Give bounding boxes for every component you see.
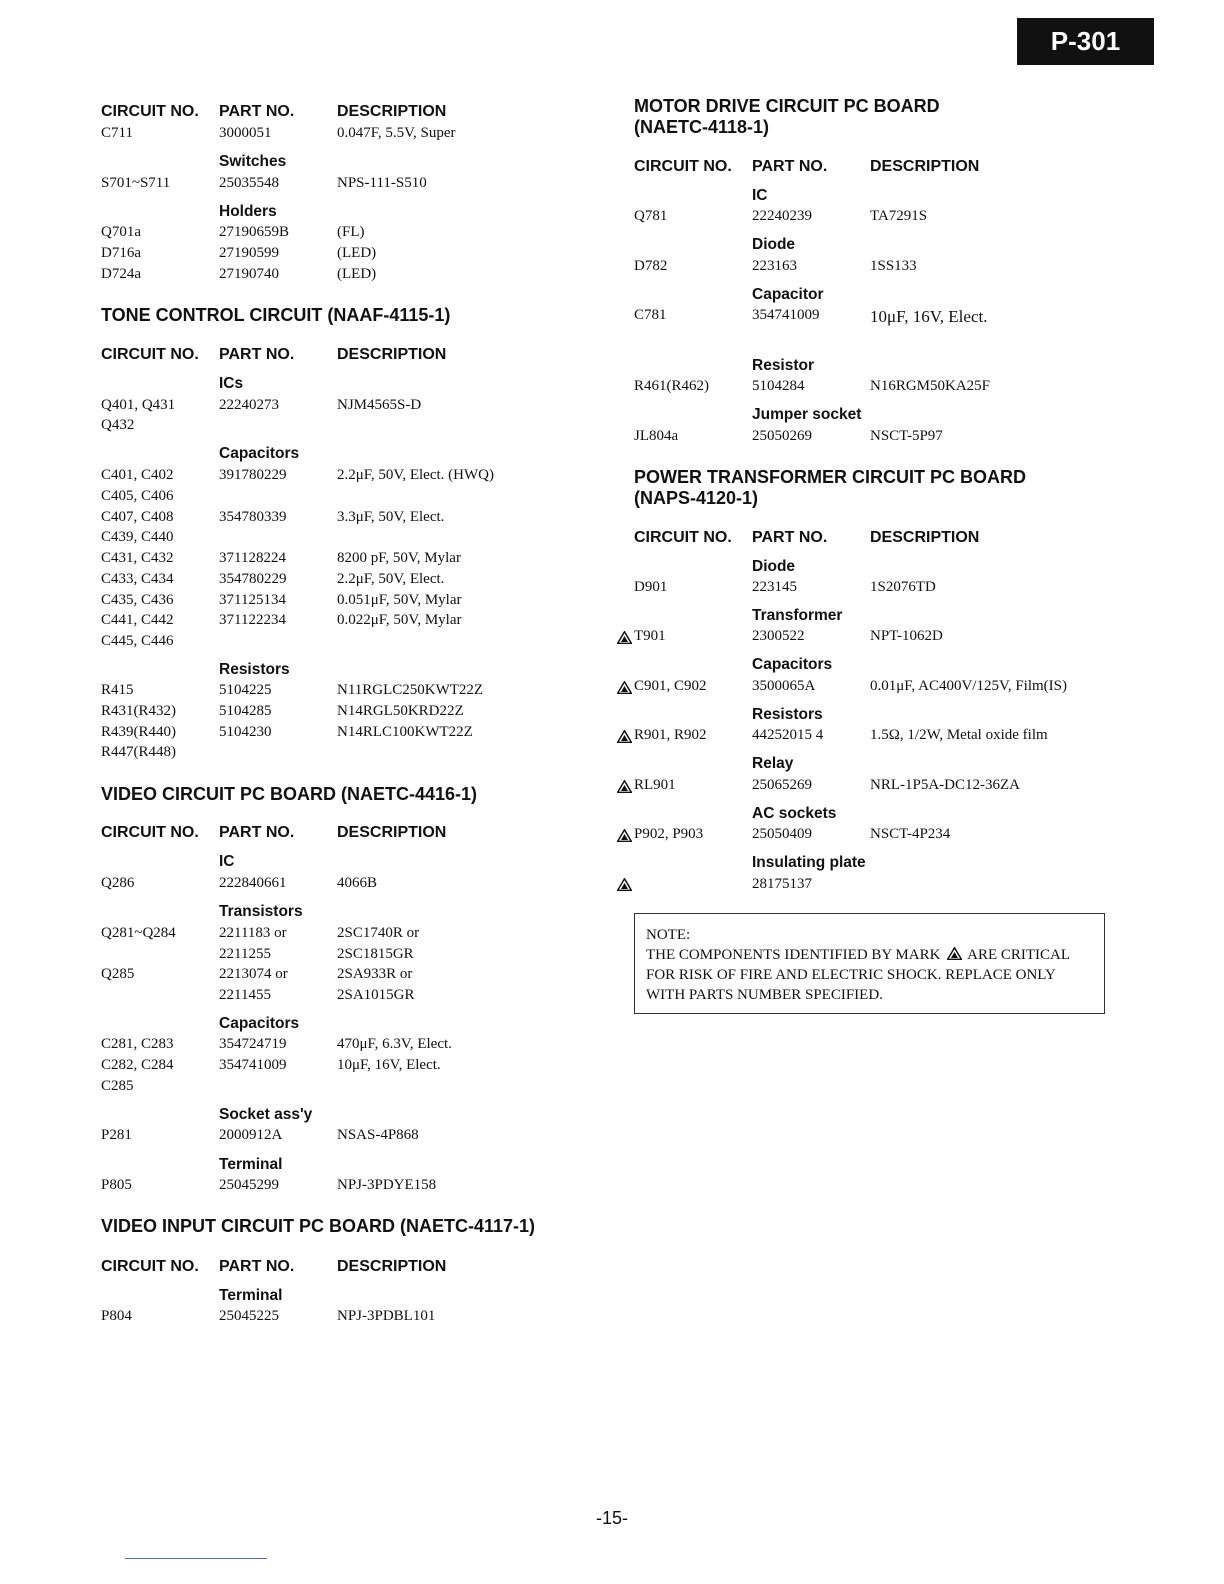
col-header-circuit: CIRCUIT NO.: [101, 1258, 199, 1275]
description: 2SC1815GR: [337, 946, 414, 962]
col-header-circuit: CIRCUIT NO.: [634, 529, 732, 546]
page-tag: P-301: [1017, 18, 1154, 65]
part-no: 354741009: [752, 307, 820, 323]
section-title: TONE CONTROL CIRCUIT (NAAF-4115-1): [101, 305, 451, 325]
part-no: 3000051: [219, 125, 272, 141]
description: NPT-1062D: [870, 628, 943, 644]
subheading: Capacitors: [219, 445, 300, 462]
circuit-no: T901: [634, 628, 666, 644]
subheading: Relay: [752, 755, 794, 772]
circuit-no: Q781: [634, 208, 668, 224]
subheading: IC: [752, 187, 768, 204]
description: TA7291S: [870, 208, 928, 224]
page-number: -15-: [595, 1508, 628, 1528]
part-no: 354780339: [219, 509, 287, 525]
description: N11RGLC250KWT22Z: [337, 682, 484, 698]
part-no: 371125134: [219, 592, 286, 608]
circuit-no: P902, P903: [634, 826, 704, 842]
subheading: Capacitors: [219, 1015, 300, 1032]
part-no: 22240239: [752, 208, 812, 224]
circuit-no: C401, C402: [101, 467, 174, 483]
col-header-circuit: CIRCUIT NO.: [101, 346, 199, 363]
part-no: 27190659B: [219, 224, 290, 240]
section-subtitle: (NAETC-4118-1): [634, 117, 770, 137]
subheading: Socket ass'y: [219, 1106, 313, 1123]
part-no: 27190599: [219, 245, 279, 261]
subheading: IC: [219, 853, 235, 870]
subheading: Jumper socket: [752, 406, 862, 423]
part-no: 354741009: [219, 1057, 287, 1073]
description: 10μF, 16V, Elect.: [870, 307, 988, 326]
part-no: 25035548: [219, 175, 279, 191]
section-title: MOTOR DRIVE CIRCUIT PC BOARD: [634, 96, 940, 116]
section-title: POWER TRANSFORMER CIRCUIT PC BOARD: [634, 467, 1026, 487]
description: NRL-1P5A-DC12-36ZA: [870, 777, 1020, 793]
circuit-no: JL804a: [634, 428, 679, 444]
description: NJM4565S-D: [337, 397, 422, 413]
description: NPJ-3PDYE158: [337, 1177, 437, 1193]
warning-triangle-icon: [617, 681, 632, 694]
subheading: AC sockets: [752, 805, 837, 822]
circuit-no: P281: [101, 1127, 132, 1143]
circuit-no: C901, C902: [634, 678, 707, 694]
circuit-no: Q401, Q431: [101, 397, 176, 413]
circuit-no: C405, C406: [101, 488, 174, 504]
part-no: 5104284: [752, 378, 805, 394]
description: 2SA933R or: [337, 966, 413, 982]
circuit-no: C435, C436: [101, 592, 174, 608]
subheading: Terminal: [219, 1156, 283, 1173]
part-no: 25050409: [752, 826, 812, 842]
footer-rule: [125, 1558, 267, 1559]
circuit-no: R461(R462): [634, 378, 709, 394]
col-header-desc: DESCRIPTION: [337, 346, 447, 363]
description: 10μF, 16V, Elect.: [337, 1057, 441, 1073]
part-no: 391780229: [219, 467, 287, 483]
subheading: ICs: [219, 375, 244, 392]
part-no: 222840661: [219, 875, 287, 891]
note-line-1a: THE COMPONENTS IDENTIFIED BY MARK: [646, 947, 941, 963]
subheading: Diode: [752, 558, 796, 575]
description: 2SA1015GR: [337, 987, 415, 1003]
description: (FL): [337, 224, 365, 240]
section-title: VIDEO CIRCUIT PC BOARD (NAETC-4416-1): [101, 784, 478, 804]
col-header-part: PART NO.: [752, 529, 828, 546]
col-header-part: PART NO.: [219, 103, 295, 120]
circuit-no: R439(R440): [101, 724, 176, 740]
col-header-circuit: CIRCUIT NO.: [634, 158, 732, 175]
part-no: 354780229: [219, 571, 287, 587]
description: NPS-111-S510: [337, 175, 427, 191]
col-header-desc: DESCRIPTION: [337, 1258, 447, 1275]
description: NSCT-5P97: [870, 428, 943, 444]
subheading: Diode: [752, 236, 796, 253]
description: 4066B: [337, 875, 378, 891]
subheading: Resistors: [752, 706, 823, 723]
description: 0.047F, 5.5V, Super: [337, 125, 456, 141]
circuit-no: C439, C440: [101, 529, 174, 545]
note-box: [634, 913, 1105, 1014]
col-header-part: PART NO.: [752, 158, 828, 175]
circuit-no: D901: [634, 579, 668, 595]
circuit-no: Q701a: [101, 224, 141, 240]
warning-triangle-icon: [947, 947, 962, 960]
part-no: 3500065A: [752, 678, 816, 694]
subheading: Transformer: [752, 607, 843, 624]
part-no: 25065269: [752, 777, 812, 793]
circuit-no: RL901: [634, 777, 676, 793]
circuit-no: C445, C446: [101, 633, 174, 649]
part-no: 223163: [752, 258, 797, 274]
circuit-no: Q281~Q284: [101, 925, 176, 941]
col-header-desc: DESCRIPTION: [337, 824, 447, 841]
circuit-no: D716a: [101, 245, 141, 261]
subheading: Capacitors: [752, 656, 833, 673]
section-subtitle: (NAPS-4120-1): [634, 488, 759, 508]
part-no: 25045299: [219, 1177, 279, 1193]
circuit-no: P805: [101, 1177, 132, 1193]
circuit-no: C781: [634, 307, 667, 323]
warning-triangle-icon: [617, 878, 632, 891]
description: NPJ-3PDBL101: [337, 1308, 436, 1324]
part-no: 2211455: [219, 987, 271, 1003]
circuit-no: R415: [101, 682, 134, 698]
warning-triangle-icon: [617, 730, 632, 743]
circuit-no: C282, C284: [101, 1057, 174, 1073]
warning-triangle-icon: [617, 829, 632, 842]
note-line-1: [646, 947, 1070, 964]
part-no: 27190740: [219, 266, 279, 282]
part-no: 44252015 4: [752, 727, 824, 743]
part-no: 2213074 or: [219, 966, 288, 982]
col-header-circuit: CIRCUIT NO.: [101, 824, 199, 841]
circuit-no: C433, C434: [101, 571, 174, 587]
description: 1S2076TD: [870, 579, 936, 595]
part-no: 2300522: [752, 628, 805, 644]
note-line-2: FOR RISK OF FIRE AND ELECTRIC SHOCK. REPLACE ONLY: [646, 967, 1056, 983]
part-no: 22240273: [219, 397, 279, 413]
circuit-no: C407, C408: [101, 509, 174, 525]
circuit-no: C441, C442: [101, 612, 174, 628]
circuit-no: Q432: [101, 417, 135, 433]
part-no: 2000912A: [219, 1127, 283, 1143]
part-no: 25045225: [219, 1308, 279, 1324]
part-no: 28175137: [752, 876, 812, 892]
description: 0.022μF, 50V, Mylar: [337, 612, 462, 628]
part-no: 354724719: [219, 1036, 287, 1052]
part-no: 5104225: [219, 682, 272, 698]
part-no: 5104285: [219, 703, 272, 719]
description: N16RGM50KA25F: [870, 378, 991, 394]
part-no: 371122234: [219, 612, 286, 628]
description: 2SC1740R or: [337, 925, 420, 941]
part-no: 223145: [752, 579, 797, 595]
subheading: Resistor: [752, 357, 815, 374]
circuit-no: C281, C283: [101, 1036, 174, 1052]
col-header-part: PART NO.: [219, 346, 295, 363]
circuit-no: D782: [634, 258, 668, 274]
description: 1.5Ω, 1/2W, Metal oxide film: [870, 727, 1048, 743]
note-line-3: WITH PARTS NUMBER SPECIFIED.: [646, 987, 883, 1003]
warning-triangle-icon: [617, 780, 632, 793]
col-header-part: PART NO.: [219, 1258, 295, 1275]
part-no: 25050269: [752, 428, 812, 444]
description: N14RGL50KRD22Z: [337, 703, 464, 719]
circuit-no: S701~S711: [101, 175, 171, 191]
part-no: 2211255: [219, 946, 271, 962]
description: 1SS133: [870, 258, 917, 274]
part-no: 2211183 or: [219, 925, 287, 941]
col-header-desc: DESCRIPTION: [337, 103, 447, 120]
part-no: 5104230: [219, 724, 272, 740]
subheading: Resistors: [219, 661, 290, 678]
circuit-no: C431, C432: [101, 550, 174, 566]
subheading: Capacitor: [752, 286, 824, 303]
subheading: Insulating plate: [752, 854, 866, 871]
description: (LED): [337, 266, 377, 282]
circuit-no: R901, R902: [634, 727, 707, 743]
description: 470μF, 6.3V, Elect.: [337, 1036, 452, 1052]
description: 0.051μF, 50V, Mylar: [337, 592, 462, 608]
description: (LED): [337, 245, 377, 261]
circuit-no: Q286: [101, 875, 135, 891]
col-header-desc: DESCRIPTION: [870, 529, 980, 546]
subheading: Terminal: [219, 1287, 283, 1304]
description: 3.3μF, 50V, Elect.: [337, 509, 445, 525]
description: 2.2μF, 50V, Elect. (HWQ): [337, 467, 494, 483]
description: N14RLC100KWT22Z: [337, 724, 473, 740]
subheading: Switches: [219, 153, 287, 170]
subheading: Transistors: [219, 903, 303, 920]
section-title: VIDEO INPUT CIRCUIT PC BOARD (NAETC-4117-1): [101, 1216, 536, 1236]
description: 0.01μF, AC400V/125V, Film(IS): [870, 678, 1068, 694]
circuit-no: R447(R448): [101, 744, 176, 760]
part-no: 371128224: [219, 550, 286, 566]
circuit-no: D724a: [101, 266, 141, 282]
circuit-no: P804: [101, 1308, 132, 1324]
subheading: Holders: [219, 203, 277, 220]
col-header-desc: DESCRIPTION: [870, 158, 980, 175]
circuit-no: R431(R432): [101, 703, 176, 719]
note-line-1b: ARE CRITICAL: [967, 947, 1071, 963]
circuit-no: Q285: [101, 966, 135, 982]
col-header-circuit: CIRCUIT NO.: [101, 103, 199, 120]
description: 8200 pF, 50V, Mylar: [337, 550, 461, 566]
description: NSCT-4P234: [870, 826, 951, 842]
description: 2.2μF, 50V, Elect.: [337, 571, 445, 587]
warning-triangle-icon: [617, 631, 632, 644]
note-label: NOTE:: [646, 927, 691, 943]
circuit-no: C711: [101, 125, 133, 141]
description: NSAS-4P868: [337, 1127, 419, 1143]
col-header-part: PART NO.: [219, 824, 295, 841]
circuit-no: C285: [101, 1078, 134, 1094]
